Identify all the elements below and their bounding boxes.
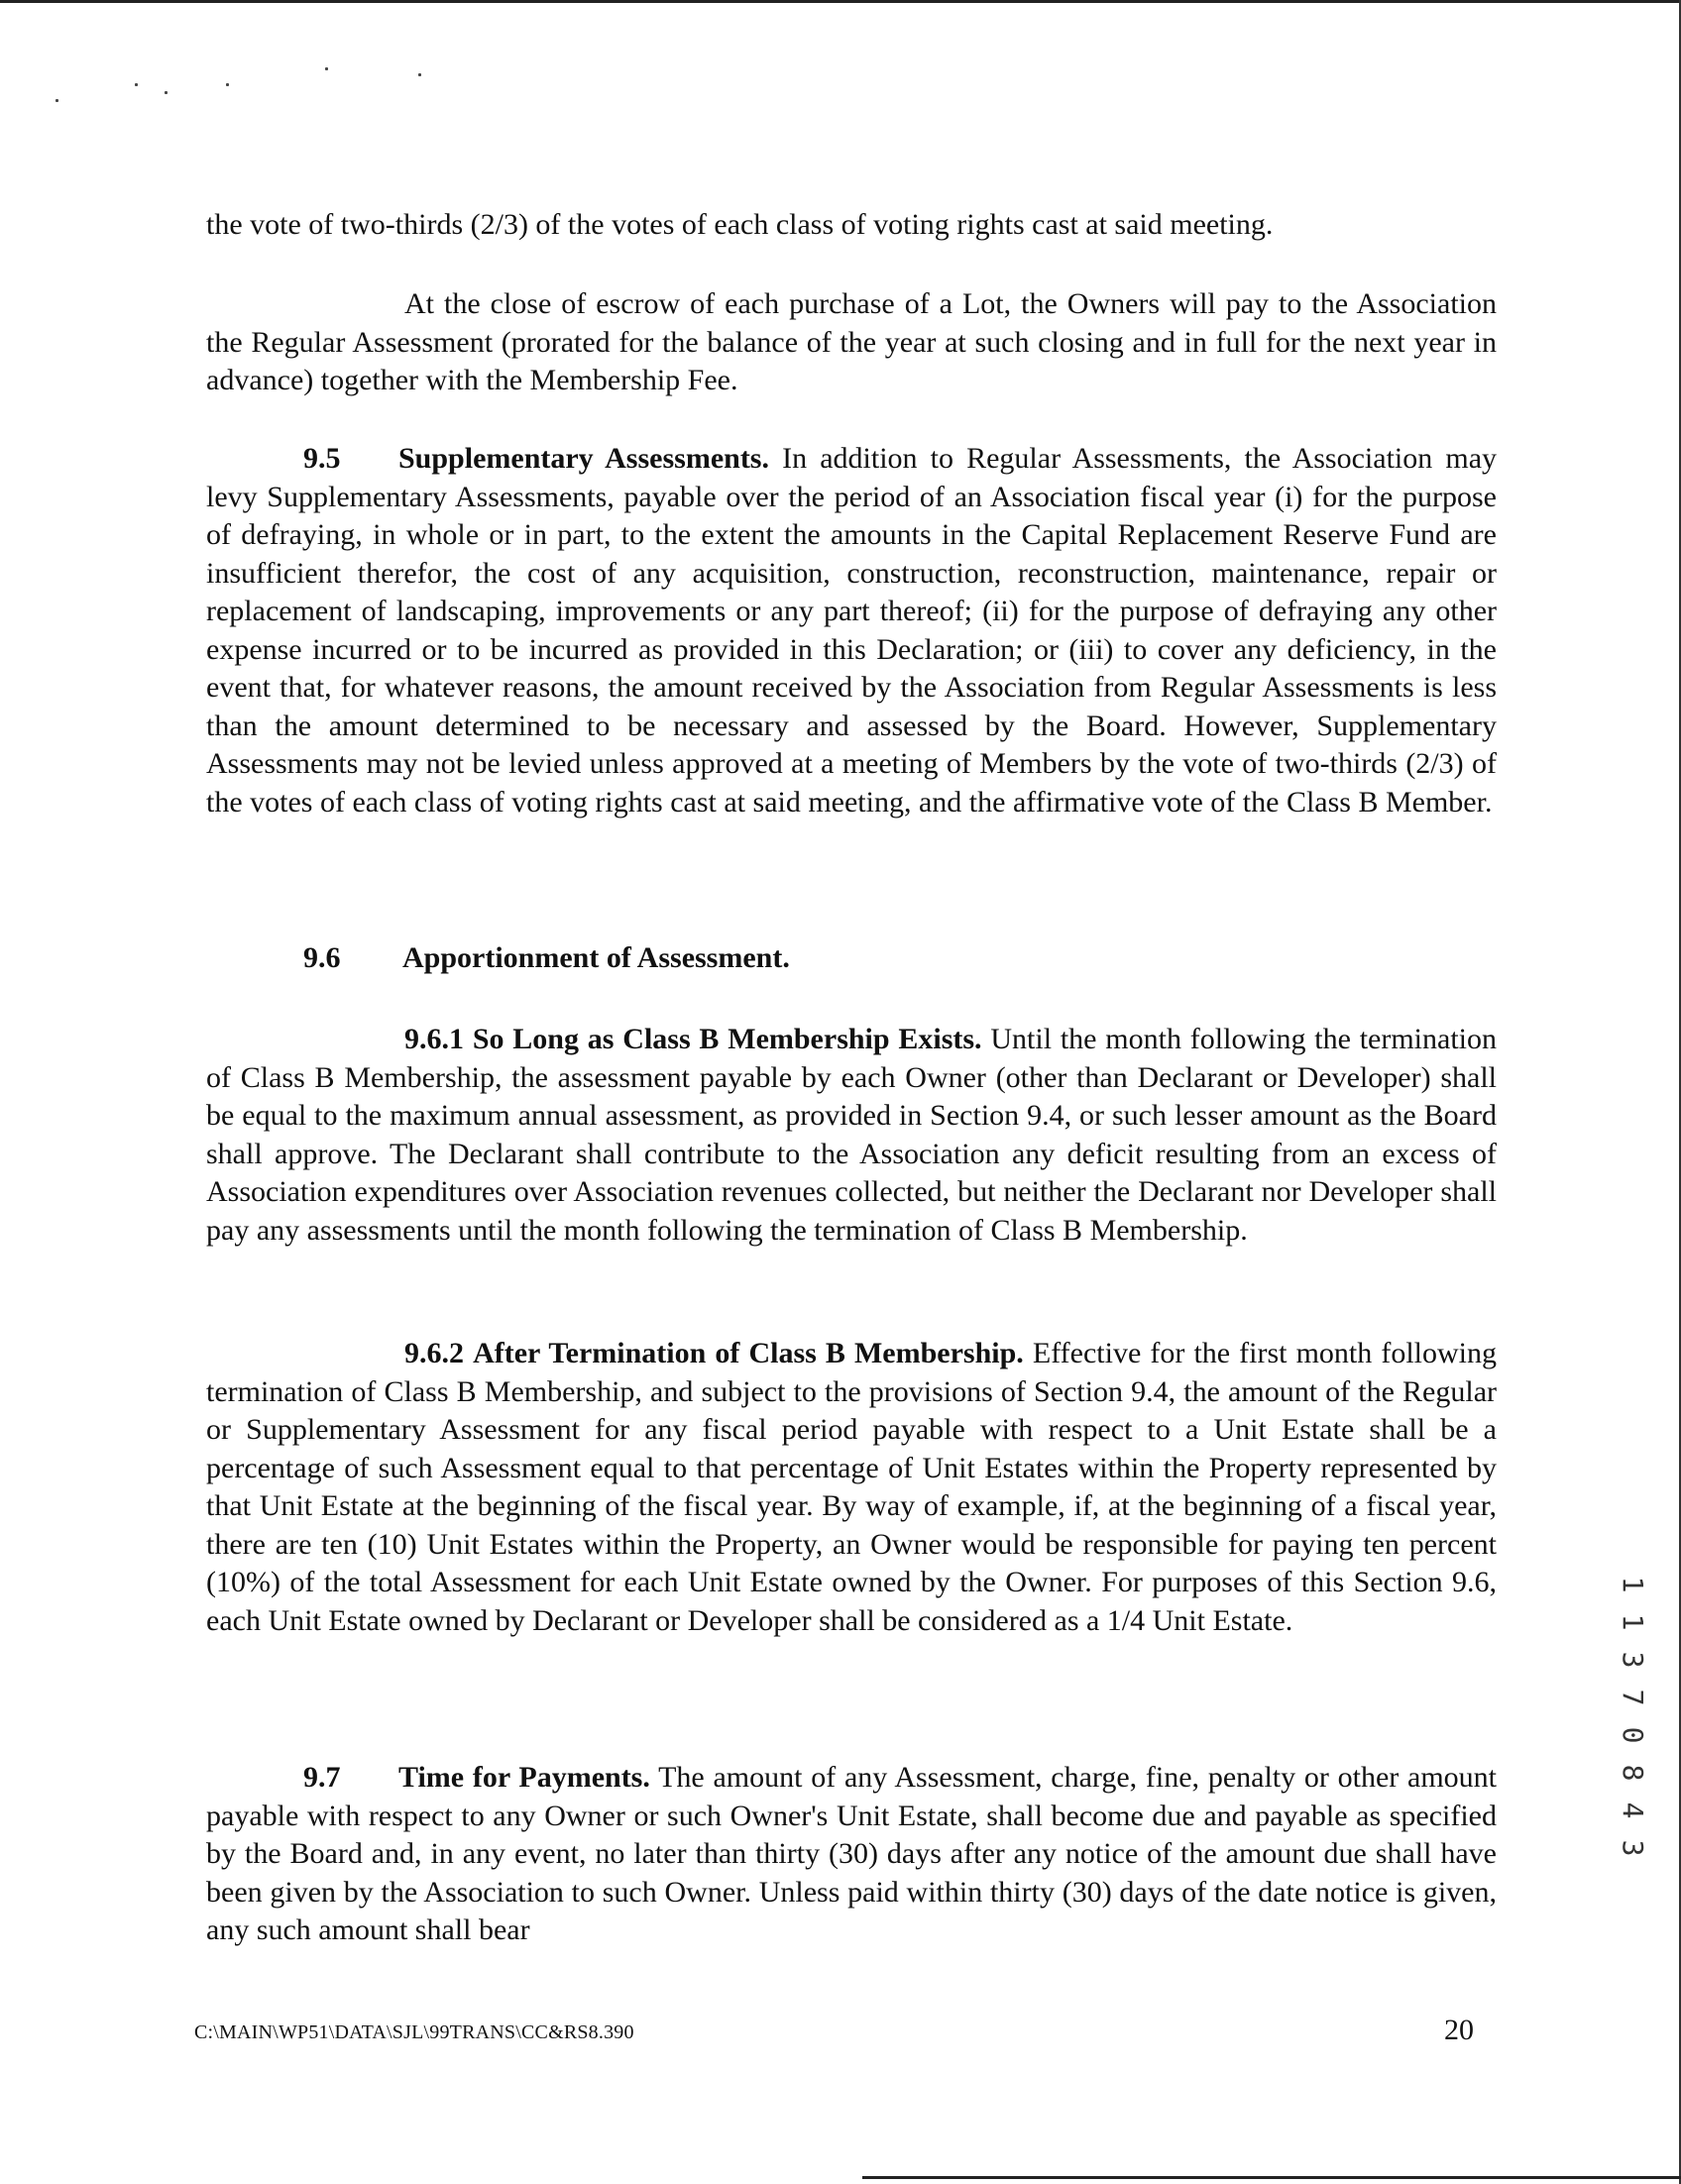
section-9-7 bbox=[206, 1759, 1497, 1950]
section-title: Supplementary Assessments. bbox=[398, 442, 769, 475]
section-text: Effective for the first month following termination of Class B Membership, and subject to the provisions of Section 9.4, the amount of the Regular or Supplementary Assessment for any fiscal period payable with respect to a Unit Estate shall be a percentage of such Assessment equal to that percentage of Unit Estates within the Property represented by that Unit Estate at the beginning of the fiscal year. By way of example, if, at the beginning of a fiscal year, there are ten (10) Unit Estates within the Property, an Owner would be responsible for paying ten percent (10%) of the total Assessment for each Unit Estate owned by the Owner. For purposes of this Section 9.6, each Unit Estate owned by Declarant or Developer shall be considered as a 1/4 Unit Estate. bbox=[206, 1337, 1498, 1637]
section-9-6-1 bbox=[206, 1021, 1497, 1250]
stamp-digit: 8 bbox=[1617, 1764, 1649, 1782]
margin-recording-stamp bbox=[1618, 1566, 1647, 1867]
stamp-digit: 3 bbox=[1617, 1839, 1649, 1857]
page-edge-top bbox=[0, 0, 1681, 3]
section-number: 9.6 bbox=[303, 941, 341, 974]
stamp-digit: 1 bbox=[1617, 1613, 1649, 1631]
section-number: 9.6.1 bbox=[404, 1023, 464, 1055]
page-number: 20 bbox=[1444, 2014, 1474, 2046]
section-title: Time for Payments. bbox=[398, 1761, 650, 1794]
page-edge-bottom bbox=[862, 2176, 1681, 2179]
section-9-6-heading bbox=[303, 941, 790, 975]
scan-speck bbox=[56, 99, 58, 102]
scan-speck bbox=[418, 73, 421, 76]
continued-line: the vote of two-thirds (2/3) of the votes of each class of voting rights cast at said meeting. bbox=[206, 208, 1274, 241]
scan-speck bbox=[135, 83, 138, 86]
section-9-5 bbox=[206, 440, 1497, 821]
stamp-digit: 0 bbox=[1617, 1726, 1649, 1744]
section-number: 9.7 bbox=[303, 1761, 341, 1794]
stamp-digit: 7 bbox=[1617, 1689, 1649, 1706]
section-title: Apportionment of Assessment. bbox=[402, 941, 790, 974]
section-number: 9.6.2 bbox=[404, 1337, 464, 1369]
scan-speck bbox=[226, 83, 229, 86]
section-title: After Termination of Class B Membership. bbox=[473, 1337, 1024, 1369]
section-text: The amount of any Assessment, charge, fine, penalty or other amount payable with respect to any Owner or such Owner's Unit Estate, shall become due and payable as specified by the Board and, in any event, no later than thirty (30) days after any notice of the amount due shall have been given by the Association to such Owner. Unless paid within thirty (30) days of the date notice is given, any such amount shall bear bbox=[206, 1761, 1497, 1946]
section-title: So Long as Class B Membership Exists. bbox=[472, 1023, 982, 1055]
section-text: In addition to Regular Assessments, the Association may levy Supplementary Assessments, payable over the period of an Association fiscal year (i) for the purpose of defraying, in whole or in part, to the extent the amounts in the Capital Replacement Reserve Fund are insufficient therefor, the cost of any acquisition, construction, reconstruction, maintenance, repair or replacement of landscaping, improvements or any part thereof; (ii) for the purpose of defraying any other expense incurred or to be incurred as provided in this Declaration; or (iii) to cover any deficiency, in the event that, for whatever reasons, the amount received by the Association from Regular Assessments is less than the amount determined to be necessary and assessed by the Board. However, Supplementary Assessments may not be levied unless approved at a meeting of Members by the vote of two-thirds (2/3) of the votes of each class of voting rights cast at said meeting, and the affirmative vote of the Class B Member. bbox=[206, 442, 1498, 819]
section-number: 9.5 bbox=[303, 442, 341, 475]
scan-speck bbox=[165, 91, 168, 94]
stamp-digit: 4 bbox=[1617, 1802, 1649, 1819]
stamp-digit: 3 bbox=[1617, 1651, 1649, 1669]
scan-speck bbox=[325, 67, 328, 70]
section-9-6-2 bbox=[206, 1335, 1497, 1640]
stamp-digit: 1 bbox=[1617, 1576, 1649, 1593]
paragraph-escrow: At the close of escrow of each purchase of a Lot, the Owners will pay to the Association the Regular Assessment (prorated for the balance of the year at such closing and in full for the next year in advance) together with the Membership Fee. bbox=[206, 287, 1497, 396]
section-text: Until the month following the termination of Class B Membership, the assessment payable by each Owner (other than Declarant or Developer) shall be equal to the maximum annual assessment, as provided in Section 9.4, or such lesser amount as the Board shall approve. The Declarant shall contribute to the Association any deficit resulting from an excess of Association expenditures over Association revenues collected, but neither the Declarant nor Developer shall pay any assessments until the month following the termination of Class B Membership. bbox=[206, 1023, 1497, 1247]
footer-file-path: C:\MAIN\WP51\DATA\SJL\99TRANS\CC&RS8.390 bbox=[194, 2021, 634, 2043]
